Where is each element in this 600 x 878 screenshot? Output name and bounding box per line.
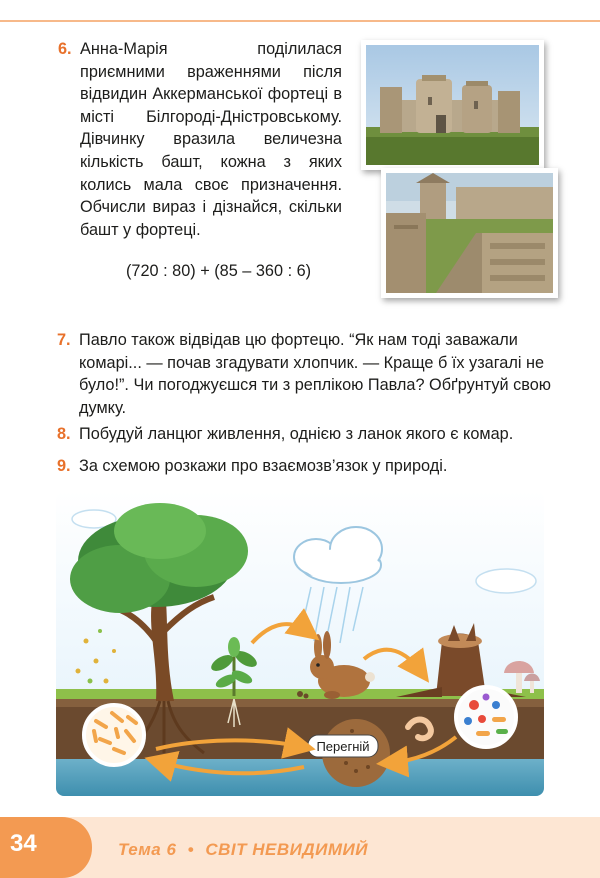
humus-label: Перегній [316, 739, 370, 754]
fortress-photo-1 [361, 40, 544, 170]
fortress-photo-2 [381, 168, 558, 298]
task-7-number: 7. [57, 331, 71, 349]
fortress-towers-image [366, 45, 539, 165]
bacteria-circle-right [456, 687, 516, 747]
page-number: 34 [10, 830, 37, 857]
task-9-number: 9. [57, 457, 71, 475]
top-rule [0, 0, 600, 22]
task-9-text: За схемою розкажи про взаємозв’язок у природі. [79, 457, 448, 475]
footer-separator: • [187, 840, 195, 859]
task-6-number: 6. [58, 40, 72, 58]
task-6-text: Анна-Марія поділилася приємними враженнями після відвидин Аккерманської фортеці в місті Білгороді-Дністровському. Дівчинку вразила величезна кількість башт, кожна з яких колись мала своє призначення. Обчисли вираз і дізнайся, скільки башт у фортеці. [80, 40, 342, 239]
footer-topic-label: Тема 6 [118, 840, 177, 859]
nature-cycle-diagram [56, 491, 544, 796]
task-9 [57, 455, 551, 478]
fortress-walls-image [386, 173, 553, 293]
task-8-number: 8. [57, 425, 71, 443]
task-8 [57, 423, 551, 446]
footer-topic [118, 840, 368, 860]
task-8-text: Побудуй ланцюг живлення, однією з ланок якого є комар. [79, 425, 514, 443]
task-6-formula: (720 : 80) + (85 – 360 : 6) [126, 262, 312, 280]
task-7-text: Павло також відвідав цю фортецю. “Як нам тоді заважали комарі... — почав згадувати хлопчик. — Краще б їх узагалі не було!”. Чи погоджуєшся ти з реплікою Павла? Обґрунтуй свою думку. [79, 331, 551, 417]
task-6 [58, 38, 342, 241]
groundwater-layer [56, 759, 544, 796]
bacteria-circle-left [84, 705, 144, 765]
footer-topic-title: СВІТ НЕВИДИМИЙ [205, 840, 368, 859]
task-7 [57, 329, 551, 419]
